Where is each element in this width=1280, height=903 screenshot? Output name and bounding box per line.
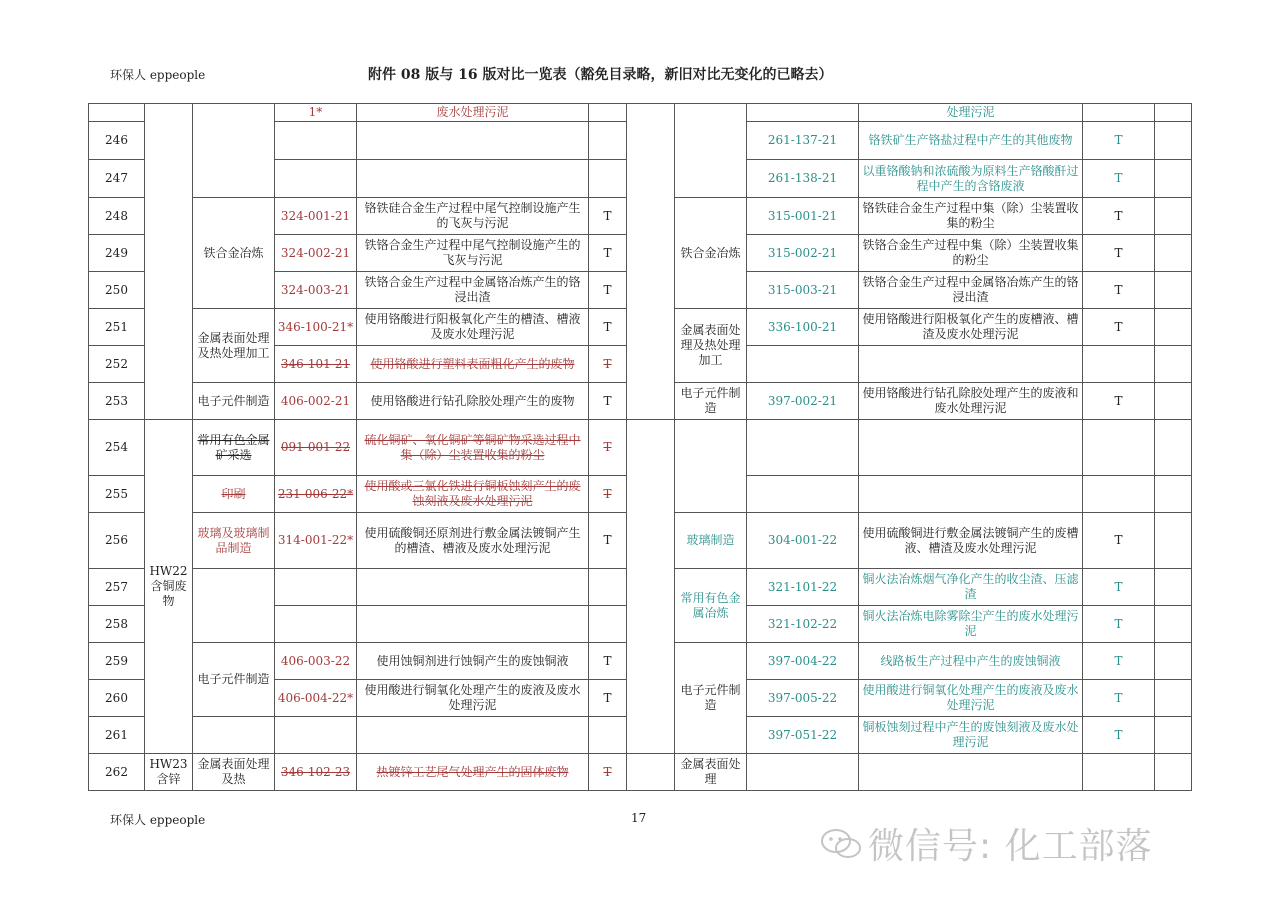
old-char-cell: T (589, 476, 627, 513)
old-code-cell: 1* (275, 104, 357, 122)
new-code-cell: 336-100-21 (747, 309, 859, 346)
old-desc-cell: 铁铬合金生产过程中尾气控制设施产生的飞灰与污泥 (357, 235, 589, 272)
row-number-cell: 246 (89, 122, 145, 160)
note-cell (1155, 476, 1192, 513)
old-desc-cell: 使用硫酸铜还原剂进行敷金属法镀铜产生的槽渣、槽液及废水处理污泥 (357, 513, 589, 569)
new-code-cell: 304-001-22 (747, 513, 859, 569)
new-char-cell: T (1083, 643, 1155, 680)
old-char-cell (589, 104, 627, 122)
old-desc-cell (357, 122, 589, 160)
new-char-cell: T (1083, 606, 1155, 643)
watermark-text: 微信号: 化工部落 (868, 826, 1153, 867)
old-industry-cell (193, 104, 275, 198)
old-desc-cell: 废水处理污泥 (357, 104, 589, 122)
note-cell (1155, 606, 1192, 643)
old-char-cell: T (589, 198, 627, 235)
new-char-cell: T (1083, 272, 1155, 309)
old-code-cell: 324-002-21 (275, 235, 357, 272)
note-cell (1155, 104, 1192, 122)
new-desc-cell: 铜火法冶炼烟气净化产生的收尘渣、压滤渣 (859, 569, 1083, 606)
new-desc-cell: 铜火法冶炼电除雾除尘产生的废水处理污泥 (859, 606, 1083, 643)
old-char-cell: T (589, 420, 627, 476)
new-char-cell (1083, 420, 1155, 476)
old-char-cell (589, 160, 627, 198)
old-char-cell (589, 606, 627, 643)
row-number-cell: 261 (89, 717, 145, 754)
row-number-cell: 259 (89, 643, 145, 680)
new-char-cell (1083, 104, 1155, 122)
row-number-cell: 250 (89, 272, 145, 309)
row-number-cell: 251 (89, 309, 145, 346)
new-code-cell: 397-051-22 (747, 717, 859, 754)
new-desc-cell: 使用铬酸进行阳极氧化产生的废槽液、槽渣及废水处理污泥 (859, 309, 1083, 346)
page-title: 附件 08 版与 16 版对比一览表（豁免目录略，新旧对比无变化的已略去） (368, 67, 833, 83)
note-cell (1155, 717, 1192, 754)
old-char-cell: T (589, 643, 627, 680)
category-cell: HW22 含铜废物 (145, 420, 193, 754)
old-char-cell (589, 569, 627, 606)
old-code-cell: 346-102-23 (275, 754, 357, 791)
note-cell (1155, 754, 1192, 791)
old-industry-cell: 铁合金冶炼 (193, 198, 275, 309)
old-industry-cell: 玻璃及玻璃制品制造 (193, 513, 275, 569)
old-desc-cell (357, 606, 589, 643)
new-code-cell: 315-001-21 (747, 198, 859, 235)
old-char-cell (589, 122, 627, 160)
new-code-cell (747, 420, 859, 476)
note-cell (1155, 235, 1192, 272)
old-desc-cell: 使用铬酸进行阳极氧化产生的槽渣、槽液及废水处理污泥 (357, 309, 589, 346)
old-desc-cell: 使用蚀铜剂进行蚀铜产生的废蚀铜液 (357, 643, 589, 680)
new-char-cell: T (1083, 309, 1155, 346)
row-number-cell: 258 (89, 606, 145, 643)
new-code-cell: 315-002-21 (747, 235, 859, 272)
old-industry-cell: 金属表面处理及热处理加工 (193, 309, 275, 383)
new-desc-cell: 以重铬酸钠和浓硫酸为原料生产铬酸酐过程中产生的含铬废液 (859, 160, 1083, 198)
category-cell: HW23 含锌 (145, 754, 193, 791)
new-char-cell (1083, 346, 1155, 383)
old-desc-cell: 使用酸或三氯化铁进行铜板蚀刻产生的废蚀刻液及废水处理污泥 (357, 476, 589, 513)
old-desc-cell: 使用铬酸进行塑料表面粗化产生的废物 (357, 346, 589, 383)
new-desc-cell: 使用铬酸进行钻孔除胶处理产生的废液和废水处理污泥 (859, 383, 1083, 420)
old-code-cell (275, 160, 357, 198)
old-industry-cell (193, 569, 275, 643)
old-char-cell: T (589, 513, 627, 569)
new-desc-cell: 铬铁矿生产铬盐过程中产生的其他废物 (859, 122, 1083, 160)
new-industry-cell: 金属表面处理及热处理加工 (675, 309, 747, 383)
new-category-cell (627, 104, 675, 420)
old-desc-cell (357, 569, 589, 606)
new-desc-cell: 铬铁硅合金生产过程中集（除）尘装置收集的粉尘 (859, 198, 1083, 235)
row-number-cell: 262 (89, 754, 145, 791)
new-desc-cell (859, 346, 1083, 383)
old-code-cell: 406-003-22 (275, 643, 357, 680)
old-char-cell: T (589, 309, 627, 346)
row-number-cell: 256 (89, 513, 145, 569)
old-char-cell (589, 717, 627, 754)
new-char-cell: T (1083, 160, 1155, 198)
new-code-cell (747, 754, 859, 791)
old-desc-cell: 热镀锌工艺尾气处理产生的固体废物 (357, 754, 589, 791)
new-code-cell (747, 346, 859, 383)
new-code-cell: 261-138-21 (747, 160, 859, 198)
row-number-cell: 252 (89, 346, 145, 383)
new-industry-cell (675, 104, 747, 198)
new-code-cell: 321-101-22 (747, 569, 859, 606)
old-char-cell: T (589, 346, 627, 383)
category-cell (145, 104, 193, 420)
note-cell (1155, 383, 1192, 420)
old-code-cell: 324-003-21 (275, 272, 357, 309)
old-desc-cell: 使用酸进行铜氧化处理产生的废液及废水处理污泥 (357, 680, 589, 717)
new-char-cell: T (1083, 122, 1155, 160)
new-desc-cell (859, 420, 1083, 476)
new-code-cell: 397-005-22 (747, 680, 859, 717)
table-row (89, 104, 1192, 122)
header-left-label: 环保人 eppeople (110, 68, 206, 82)
new-code-cell: 397-002-21 (747, 383, 859, 420)
old-char-cell: T (589, 272, 627, 309)
new-char-cell: T (1083, 680, 1155, 717)
table-row (89, 420, 1192, 476)
new-industry-cell (675, 420, 747, 513)
old-code-cell: 346-101-21 (275, 346, 357, 383)
new-char-cell: T (1083, 513, 1155, 569)
new-char-cell: T (1083, 235, 1155, 272)
note-cell (1155, 569, 1192, 606)
old-desc-cell: 铁铬合金生产过程中金属铬冶炼产生的铬浸出渣 (357, 272, 589, 309)
old-desc-cell: 使用铬酸进行钻孔除胶处理产生的废物 (357, 383, 589, 420)
note-cell (1155, 680, 1192, 717)
note-cell (1155, 346, 1192, 383)
new-char-cell: T (1083, 383, 1155, 420)
new-category-cell (627, 420, 675, 754)
wechat-logo-icon (820, 827, 862, 861)
new-char-cell: T (1083, 198, 1155, 235)
new-code-cell: 261-137-21 (747, 122, 859, 160)
old-char-cell: T (589, 235, 627, 272)
new-desc-cell (859, 476, 1083, 513)
old-desc-cell (357, 717, 589, 754)
row-number-cell: 249 (89, 235, 145, 272)
new-industry-cell: 玻璃制造 (675, 513, 747, 569)
note-cell (1155, 272, 1192, 309)
old-code-cell: 406-002-21 (275, 383, 357, 420)
row-number-cell (89, 104, 145, 122)
new-industry-cell: 铁合金冶炼 (675, 198, 747, 309)
new-desc-cell: 铁铬合金生产过程中金属铬冶炼产生的铬浸出渣 (859, 272, 1083, 309)
old-industry-cell: 电子元件制造 (193, 383, 275, 420)
old-code-cell: 346-100-21* (275, 309, 357, 346)
new-desc-cell: 处理污泥 (859, 104, 1083, 122)
new-desc-cell: 线路板生产过程中产生的废蚀铜液 (859, 643, 1083, 680)
new-industry-cell: 电子元件制造 (675, 643, 747, 754)
old-char-cell: T (589, 754, 627, 791)
note-cell (1155, 420, 1192, 476)
row-number-cell: 260 (89, 680, 145, 717)
old-char-cell: T (589, 383, 627, 420)
new-desc-cell: 铜板蚀刻过程中产生的废蚀刻液及废水处理污泥 (859, 717, 1083, 754)
new-industry-cell: 金属表面处理 (675, 754, 747, 791)
note-cell (1155, 513, 1192, 569)
note-cell (1155, 309, 1192, 346)
footer-left-label: 环保人 eppeople (110, 813, 206, 827)
old-code-cell: 231-006-22* (275, 476, 357, 513)
new-category-cell (627, 754, 675, 791)
old-code-cell (275, 606, 357, 643)
old-code-cell (275, 122, 357, 160)
old-industry-cell: 金属表面处理及热 (193, 754, 275, 791)
new-code-cell (747, 104, 859, 122)
new-desc-cell (859, 754, 1083, 791)
old-code-cell: 324-001-21 (275, 198, 357, 235)
new-char-cell (1083, 754, 1155, 791)
row-number-cell: 257 (89, 569, 145, 606)
new-desc-cell: 使用酸进行铜氧化处理产生的废液及废水处理污泥 (859, 680, 1083, 717)
note-cell (1155, 122, 1192, 160)
new-industry-cell: 常用有色金属冶炼 (675, 569, 747, 643)
old-industry-cell: 印刷 (193, 476, 275, 513)
old-code-cell: 091-001-22 (275, 420, 357, 476)
note-cell (1155, 198, 1192, 235)
row-number-cell: 255 (89, 476, 145, 513)
note-cell (1155, 160, 1192, 198)
old-char-cell: T (589, 680, 627, 717)
new-char-cell: T (1083, 569, 1155, 606)
old-desc-cell (357, 160, 589, 198)
row-number-cell: 248 (89, 198, 145, 235)
watermark (820, 818, 1153, 869)
row-number-cell: 254 (89, 420, 145, 476)
old-code-cell (275, 717, 357, 754)
row-number-cell: 247 (89, 160, 145, 198)
new-char-cell (1083, 476, 1155, 513)
old-industry-cell (193, 717, 275, 754)
note-cell (1155, 643, 1192, 680)
old-industry-cell: 常用有色金属矿采选 (193, 420, 275, 476)
new-desc-cell: 使用硫酸铜进行敷金属法镀铜产生的废槽液、槽渣及废水处理污泥 (859, 513, 1083, 569)
new-code-cell: 315-003-21 (747, 272, 859, 309)
new-char-cell: T (1083, 717, 1155, 754)
comparison-table (88, 103, 1192, 791)
old-industry-cell: 电子元件制造 (193, 643, 275, 717)
old-desc-cell: 硫化铜矿、氧化铜矿等铜矿物采选过程中集（除）尘装置收集的粉尘 (357, 420, 589, 476)
old-code-cell: 406-004-22* (275, 680, 357, 717)
old-code-cell (275, 569, 357, 606)
old-desc-cell: 铬铁硅合金生产过程中尾气控制设施产生的飞灰与污泥 (357, 198, 589, 235)
new-desc-cell: 铁铬合金生产过程中集（除）尘装置收集的粉尘 (859, 235, 1083, 272)
new-code-cell: 321-102-22 (747, 606, 859, 643)
old-code-cell: 314-001-22* (275, 513, 357, 569)
table-row (89, 754, 1192, 791)
new-industry-cell: 电子元件制造 (675, 383, 747, 420)
new-code-cell (747, 476, 859, 513)
row-number-cell: 253 (89, 383, 145, 420)
page-number: 17 (631, 811, 647, 825)
new-code-cell: 397-004-22 (747, 643, 859, 680)
